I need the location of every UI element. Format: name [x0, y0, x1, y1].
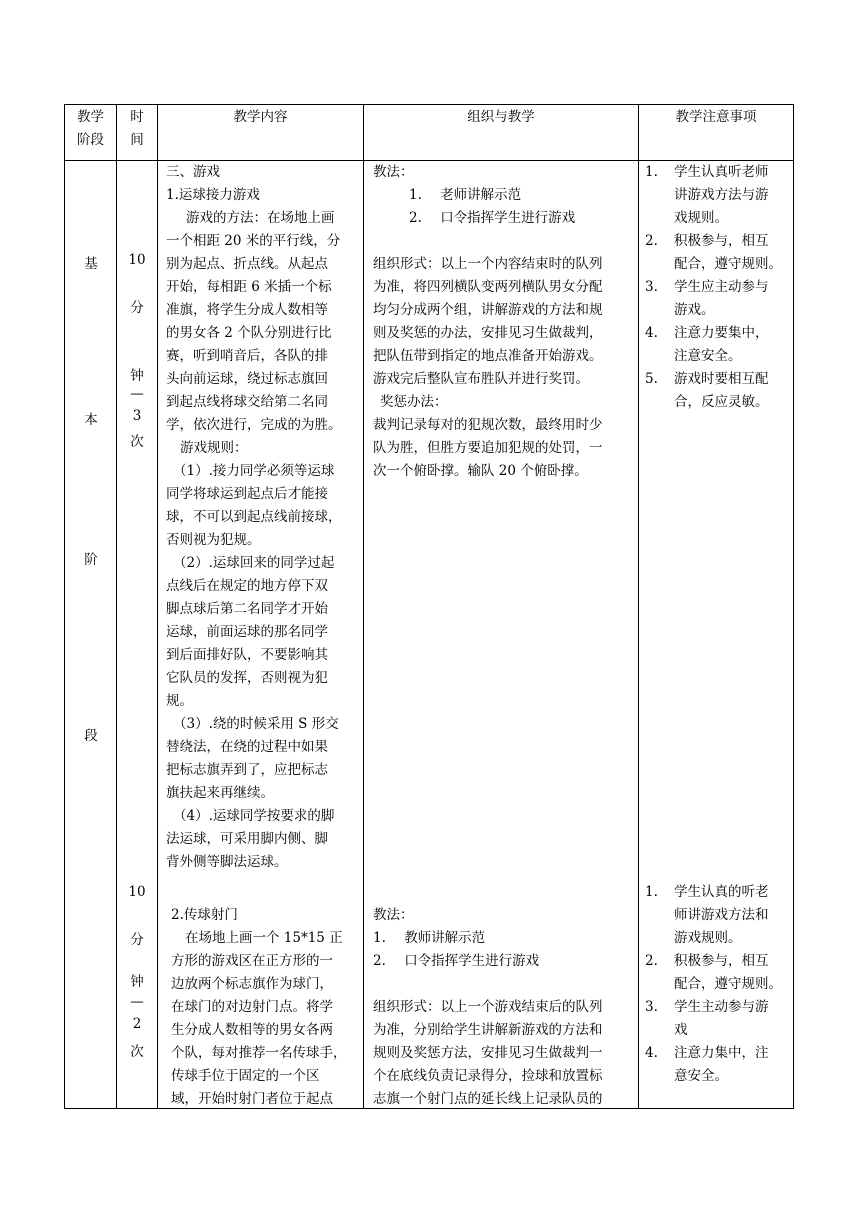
content-line: 到后面排好队，不要影响其: [166, 647, 328, 663]
method-item: [373, 207, 637, 230]
content-line: 背外侧等脚法运球。: [166, 854, 288, 870]
note-number: 4.: [645, 325, 658, 341]
content-line: 准旗，将学生分成人数相等: [166, 302, 328, 318]
content-line: 别为起点、折点线。从起点: [166, 256, 328, 272]
content-line: 传球手位于固定的一个区: [171, 1068, 320, 1084]
org-line: 则及奖惩的办法，安排见习生做裁判，: [373, 325, 603, 341]
note-item: [645, 996, 791, 1042]
note-line: 讲游戏方法与游: [674, 187, 769, 203]
row2-time-char: —: [130, 994, 144, 1010]
content-line: （2）.运球回来的同学过起: [173, 555, 335, 571]
org-line: 组织形式：以上一个游戏结束后的队列: [373, 999, 603, 1015]
method-item-text: 口令指挥学生进行游戏: [440, 210, 576, 226]
row2-notes: [645, 881, 791, 1088]
note-line: 戏: [674, 1022, 688, 1038]
content-line: 三、游戏: [166, 164, 220, 180]
content-line: 2.传球射门: [171, 907, 238, 923]
method-item: [373, 927, 637, 950]
header-stage-line2: 阶段: [77, 132, 104, 148]
method-item-number: 2.: [409, 210, 422, 226]
row2-time-char: 10: [128, 884, 146, 900]
org-line: 组织形式：以上一个内容结束时的队列: [373, 256, 603, 272]
content-line: 1.运球接力游戏: [166, 187, 260, 203]
note-line: 学生认真听老师: [674, 164, 769, 180]
header-notes: 教学注意事项: [675, 109, 757, 125]
note-item: [645, 230, 791, 276]
note-line: 注意力集中，注: [674, 1045, 769, 1061]
note-number: 4.: [645, 1045, 658, 1061]
content-line: 一个相距 20 米的平行线，分: [166, 233, 341, 249]
col-divider-2: [157, 104, 158, 1109]
content-line: 否则视为犯规。: [166, 532, 261, 548]
note-line: 配合，遵守规则。: [674, 976, 782, 992]
content-line: 脚点球后第二名同学才开始: [166, 601, 328, 617]
row1-time-char: 分: [130, 300, 144, 316]
method-item-number: 2.: [373, 953, 386, 969]
method-title: 教法：: [373, 907, 414, 923]
note-item: [645, 276, 791, 322]
note-line: 注意力要集中，: [674, 325, 769, 341]
note-number: 3.: [645, 279, 658, 295]
note-line: 注意安全。: [674, 348, 742, 364]
header-time-line2: 间: [130, 132, 144, 148]
content-line: 到起点线将球交给第二名同: [166, 394, 328, 410]
content-line: 法运球，可采用脚内侧、脚: [166, 831, 328, 847]
header-time-line1: 时: [130, 109, 144, 125]
note-line: 游戏时要相互配: [674, 371, 769, 387]
org-line: 把队伍带到指定的地点准备开始游戏。: [373, 348, 603, 364]
method-item-text: 口令指挥学生进行游戏: [404, 953, 540, 969]
content-line: （1）.接力同学必须等运球: [173, 463, 335, 479]
method-item-number: 1.: [409, 187, 422, 203]
content-line: （4）.运球同学按要求的脚: [173, 808, 335, 824]
content-line: 在场地上画一个 15*15 正: [185, 930, 343, 946]
stage-char-2: 本: [84, 412, 98, 428]
note-item: [645, 1042, 791, 1088]
org-line: 为准，分别给学生讲解新游戏的方法和: [373, 1022, 603, 1038]
header-stage-line1: 教学: [77, 109, 104, 125]
note-number: 5.: [645, 371, 658, 387]
note-item: [645, 322, 791, 368]
org-line: 规则及奖惩方法，安排见习生做裁判一: [373, 1045, 603, 1061]
content-line: 把标志旗弄到了，应把标志: [166, 762, 328, 778]
note-line: 配合，遵守规则。: [674, 256, 782, 272]
note-number: 2.: [645, 233, 658, 249]
method-title: 教法：: [373, 164, 414, 180]
content-line: 的男女各 2 个队分别进行比: [166, 325, 332, 341]
content-line: 域，开始时射门者位于起点: [171, 1091, 333, 1107]
note-line: 积极参与，相互: [674, 953, 769, 969]
content-line: 同学将球运到起点后才能接: [166, 486, 328, 502]
header-content: 教学内容: [233, 109, 288, 125]
note-number: 1.: [645, 884, 658, 900]
content-line: 个队，每对推荐一名传球手，: [171, 1045, 347, 1061]
org-line: 为准，将四列横队变两列横队男女分配: [373, 279, 603, 295]
org-line: 次一个俯卧撑。输队 20 个俯卧撑。: [373, 463, 588, 479]
row2-time-char: 分: [130, 932, 144, 948]
content-line: 球，不可以到起点线前接球，: [166, 509, 342, 525]
org-line: 奖惩办法：: [380, 394, 448, 410]
note-line: 游戏规则。: [674, 930, 742, 946]
note-line: 学生主动参与游: [674, 999, 769, 1015]
row1-notes: [645, 161, 791, 414]
content-line: 点线后在规定的地方停下双: [166, 578, 328, 594]
table-left-border: [64, 104, 65, 1109]
org-line: 个在底线负责记录得分，捡球和放置标: [373, 1068, 603, 1084]
org-line: 均匀分成两个组，讲解游戏的方法和规: [373, 302, 603, 318]
note-line: 意安全。: [674, 1068, 728, 1084]
col-divider-3: [363, 104, 364, 1109]
row1-time-char: 次: [130, 434, 144, 450]
col-divider-4: [638, 104, 639, 1109]
note-line: 积极参与，相互: [674, 233, 769, 249]
note-number: 3.: [645, 999, 658, 1015]
method-item-number: 1.: [373, 930, 386, 946]
row2-organization: [373, 904, 637, 1111]
org-line: 游戏完后整队宣布胜队并进行奖罚。: [373, 371, 589, 387]
content-line: 游戏规则：: [180, 440, 248, 456]
row1-time-char: 钟: [130, 368, 144, 384]
content-line: 替绕法，在绕的过程中如果: [166, 739, 328, 755]
note-line: 师讲游戏方法和: [674, 907, 769, 923]
row2-time-char: 次: [130, 1044, 144, 1060]
note-line: 学生认真的听老: [674, 884, 769, 900]
content-line: 旗扶起来再继续。: [166, 785, 274, 801]
content-line: 开始，每相距 6 米插一个标: [166, 279, 332, 295]
method-item-text: 教师讲解示范: [404, 930, 486, 946]
note-line: 学生应主动参与: [674, 279, 769, 295]
content-line: 赛，听到哨音后，各队的排: [166, 348, 328, 364]
content-line: 规。: [166, 693, 193, 709]
stage-char-4: 段: [84, 728, 98, 744]
content-line: 方形的游戏区在正方形的一: [171, 953, 333, 969]
header-organization: 组织与教学: [467, 109, 535, 125]
row1-organization: [373, 161, 637, 483]
row1-content: [166, 161, 362, 874]
content-line: 运球，前面运球的那名同学: [166, 624, 328, 640]
row1-time-char: 10: [128, 252, 146, 268]
stage-char-1: 基: [84, 256, 98, 272]
note-line: 游戏。: [674, 302, 715, 318]
content-line: 在球门的对边射门点。将学: [171, 999, 333, 1015]
method-item: [373, 184, 637, 207]
content-line: 它队员的发挥，否则视为犯: [166, 670, 328, 686]
row2-content: [171, 904, 362, 1111]
content-line: 学，依次进行，完成的为胜。: [166, 417, 342, 433]
content-line: （3）.绕的时候采用 S 形交: [173, 716, 339, 732]
note-number: 1.: [645, 164, 658, 180]
content-line: 边放两个标志旗作为球门，: [171, 976, 333, 992]
note-number: 2.: [645, 953, 658, 969]
note-line: 合，反应灵敏。: [674, 394, 769, 410]
row2-time-char: 2: [132, 1016, 142, 1032]
note-line: 戏规则。: [674, 210, 728, 226]
row1-time-char: 3: [132, 408, 142, 424]
method-item: [373, 950, 637, 973]
table-right-border: [793, 104, 794, 1109]
org-line: 志旗一个射门点的延长线上记录队员的: [373, 1091, 603, 1107]
note-item: [645, 161, 791, 230]
note-item: [645, 950, 791, 996]
org-line: 队为胜，但胜方要追加犯规的处罚，一: [373, 440, 603, 456]
method-item-text: 老师讲解示范: [440, 187, 522, 203]
note-item: [645, 881, 791, 950]
content-line: 头向前运球，绕过标志旗回: [166, 371, 328, 387]
row1-time-char: —: [130, 386, 144, 402]
note-item: [645, 368, 791, 414]
org-line: 裁判记录每对的犯规次数，最终用时少: [373, 417, 603, 433]
row2-time-char: 钟: [130, 974, 144, 990]
content-line: 游戏的方法：在场地上画: [186, 210, 335, 226]
header-stage: [65, 106, 116, 152]
content-line: 生分成人数相等的男女各两: [171, 1022, 333, 1038]
stage-char-3: 阶: [84, 552, 98, 568]
header-time: [117, 106, 157, 152]
table-top-border: [64, 104, 794, 105]
